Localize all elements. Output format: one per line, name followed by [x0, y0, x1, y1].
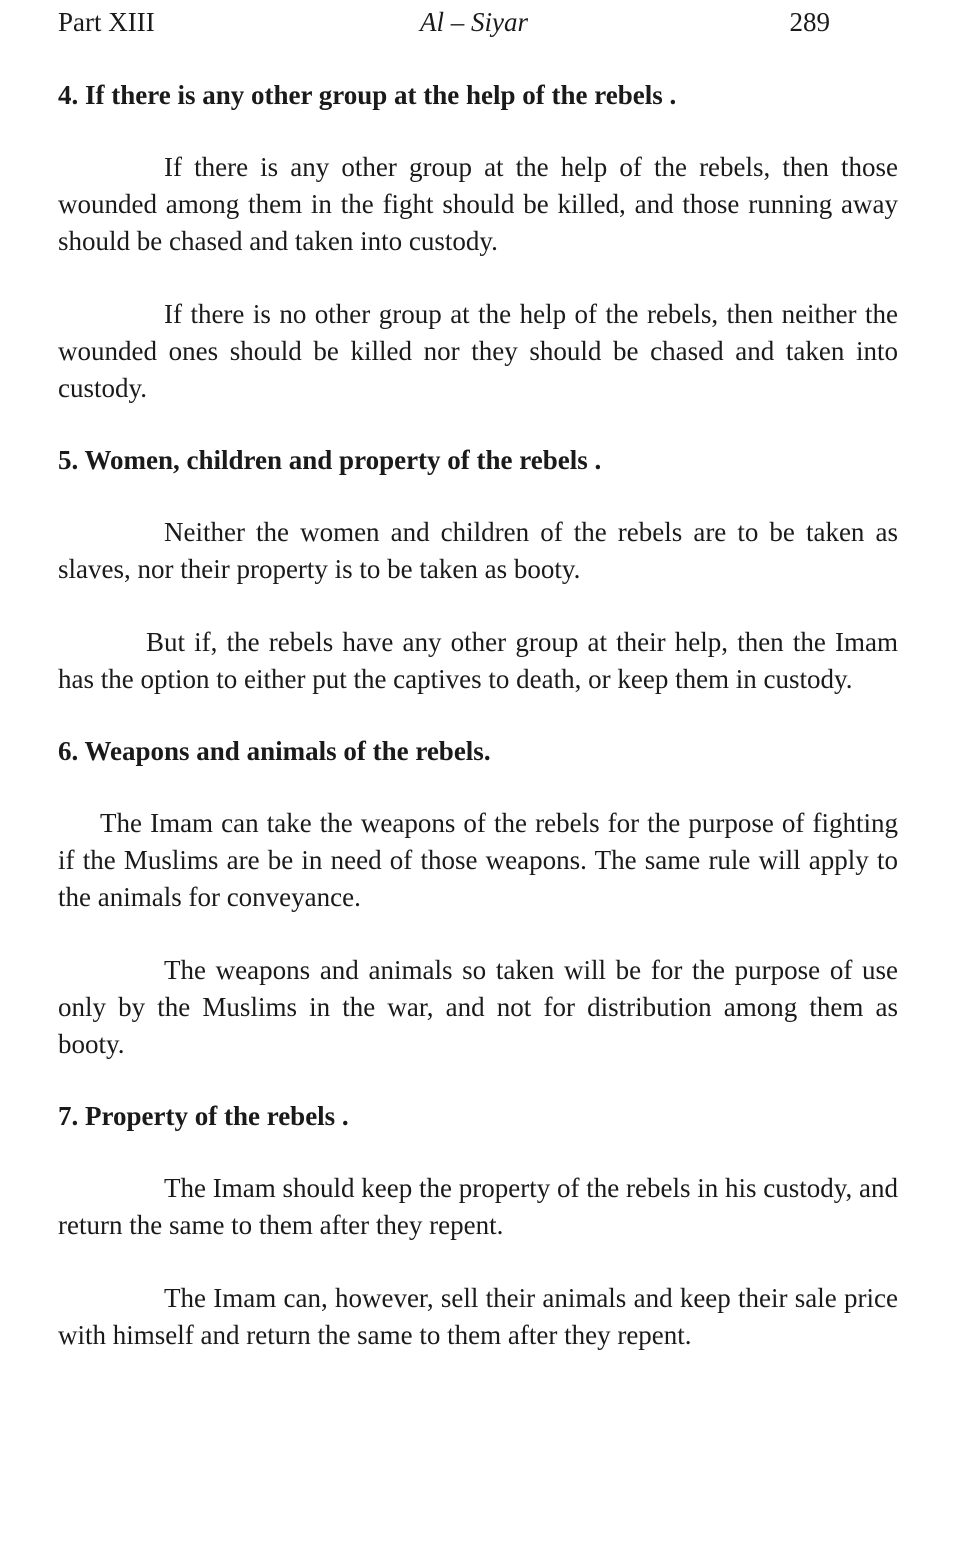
page-number: 289 — [789, 7, 830, 37]
section-heading: 6. Weapons and animals of the rebels. — [58, 736, 491, 766]
section-heading: 5. Women, children and property of the rebels . — [58, 445, 602, 475]
paragraph: The Imam can, however, sell their animals and keep their sale price with himself and return the same to them after they repent. — [58, 1283, 898, 1350]
page-header — [58, 4, 830, 40]
section-heading: 7. Property of the rebels . — [58, 1101, 349, 1131]
part-label: Part XIII — [58, 7, 155, 37]
paragraph: If there is no other group at the help of the rebels, then neither the wounded ones should be killed nor they should be chased and taken into custody. — [58, 299, 898, 403]
paragraph: The Imam can take the weapons of the rebels for the purpose of fighting if the Muslims are be in need of those weapons. The same rule will apply to the animals for conveyance. — [58, 808, 898, 912]
section-4 — [58, 76, 898, 407]
section-heading: 4. If there is any other group at the help of the rebels . — [58, 80, 677, 110]
section-7 — [58, 1097, 898, 1354]
paragraph: Neither the women and children of the rebels are to be taken as slaves, nor their property is to be taken as booty. — [58, 517, 898, 584]
section-5 — [58, 441, 898, 698]
paragraph: If there is any other group at the help of the rebels, then those wounded among them in the fight should be killed, and those running away should be chased and taken into custody. — [58, 152, 898, 256]
page-body — [58, 76, 898, 1354]
section-6 — [58, 732, 898, 1063]
paragraph: But if, the rebels have any other group at their help, then the Imam has the option to either put the captives to death, or keep them in custody. — [58, 627, 898, 694]
paragraph: The Imam should keep the property of the rebels in his custody, and return the same to them after they repent. — [58, 1173, 898, 1240]
paragraph: The weapons and animals so taken will be for the purpose of use only by the Muslims in the war, and not for distribution among them as booty. — [58, 955, 898, 1059]
running-title: Al – Siyar — [420, 7, 528, 37]
